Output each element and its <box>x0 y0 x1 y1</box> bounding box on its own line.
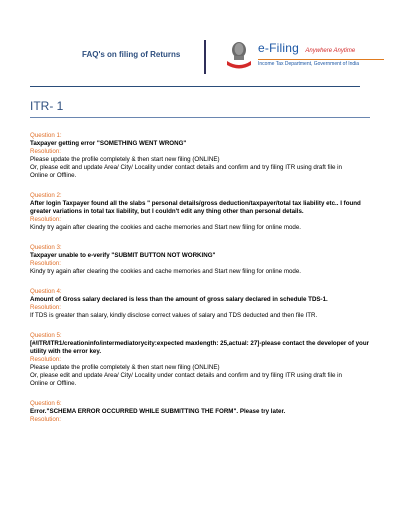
faq-item <box>30 244 375 276</box>
faq-item <box>30 132 375 180</box>
faq-item <box>30 332 375 388</box>
question-label: Question 2: <box>30 192 62 199</box>
resolution-text: Or, please edit and update Area/ City/ Locality under contact details and confirm and try filing ITR using draft file in <box>30 372 342 379</box>
logo-subtitle: Income Tax Department, Government of India <box>258 59 384 67</box>
resolution-text: Kindy try again after clearing the cookies and cache memories and Start new filing for online mode. <box>30 224 302 231</box>
efiling-logo <box>258 39 384 67</box>
faq-item <box>30 192 375 232</box>
resolution-label: Resolution: <box>30 416 61 423</box>
resolution-text: Kindy try again after clearing the cookies and cache memories and Start new filing for online mode. <box>30 268 302 275</box>
logo-main-text: e-Filing <box>258 41 299 55</box>
question-label: Question 3: <box>30 244 62 251</box>
page-header <box>0 30 400 80</box>
question-text: Amount of Gross salary declared is less than the amount of gross salary declared in schedule TDS-1. <box>30 296 328 303</box>
faq-list <box>30 132 375 436</box>
resolution-text: Please update the profile completely & then start new filing (ONLINE) <box>30 364 220 371</box>
resolution-text: Or, please edit and update Area/ City/ Locality under contact details and confirm and try filing ITR using draft file in <box>30 164 342 171</box>
faq-item <box>30 288 375 320</box>
question-label: Question 1: <box>30 132 62 139</box>
faq-title: FAQ's on filing of Returns <box>82 50 181 59</box>
question-label: Question 6: <box>30 400 62 407</box>
resolution-label: Resolution: <box>30 304 61 311</box>
question-label: Question 4: <box>30 288 62 295</box>
question-text: [#/ITR/ITR1/creationinfo/intermediatorycity:expected maxlength: 25,actual: 27]-please contact the developer of your utility with the error key. <box>30 340 370 355</box>
faq-item <box>30 400 375 424</box>
question-text: After login Taxpayer found all the slabs " personal details/gross deduction/taxpayer/total tax liability etc.. I found greater variations in total tax liability, but I couldn't edit any thing other than personal details. <box>30 200 361 215</box>
resolution-label: Resolution: <box>30 216 61 223</box>
resolution-label: Resolution: <box>30 356 61 363</box>
resolution-label: Resolution: <box>30 260 61 267</box>
national-emblem-icon <box>225 39 253 69</box>
question-text: Taxpayer getting error "SOMETHING WENT WRONG" <box>30 140 187 147</box>
resolution-text: Please update the profile completely & then start new filing (ONLINE) <box>30 156 220 163</box>
header-divider <box>204 40 206 74</box>
section-heading: ITR- 1 <box>30 99 64 113</box>
question-label: Question 5: <box>30 332 62 339</box>
resolution-text: If TDS is greater than salary, kindly disclose correct values of salary and TDS deducted and then file ITR. <box>30 312 318 319</box>
resolution-text: Online or Offline. <box>30 172 77 179</box>
resolution-text: Online or Offline. <box>30 380 77 387</box>
logo-tagline: Anywhere Anytime <box>305 48 356 54</box>
question-text: Error."SCHEMA ERROR OCCURRED WHILE SUBMITTING THE FORM". Please try later. <box>30 408 286 415</box>
question-text: Taxpayer unable to e-verify "SUBMIT BUTTON NOT WORKING" <box>30 252 216 259</box>
resolution-label: Resolution: <box>30 148 61 155</box>
section-rule <box>30 117 370 118</box>
header-rule <box>30 86 360 87</box>
